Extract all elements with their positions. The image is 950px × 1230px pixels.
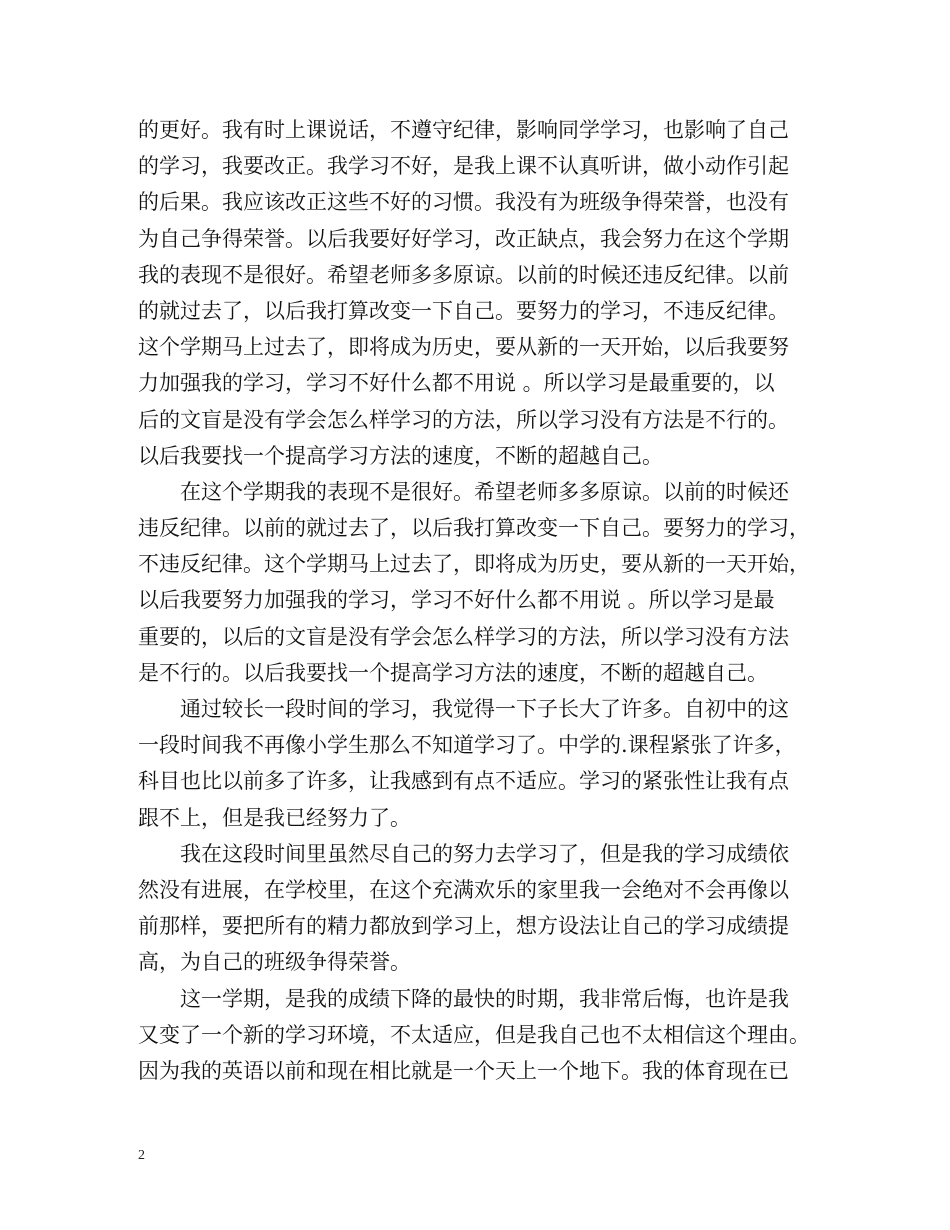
text-line: 以后我要努力加强我的学习，学习不好什么都不用说 。所以学习是最: [138, 588, 775, 613]
text-line: 不违反纪律。这个学期马上过去了，即将成为历史，要从新的一天开始，: [138, 552, 810, 577]
text-line: 前那样，要把所有的精力都放到学习上，想方设法让自己的学习成绩提: [138, 914, 789, 939]
text-line: 然没有进展，在学校里，在这个充满欢乐的家里我一会绝对不会再像以: [138, 877, 789, 902]
text-line: 的学习，我要改正。我学习不好，是我上课不认真听讲，做小动作引起: [138, 154, 789, 179]
text-line: 的后果。我应该改正这些不好的习惯。我没有为班级争得荣誉，也没有: [138, 190, 789, 215]
text-line: 这一学期，是我的成绩下降的最快的时期，我非常后悔，也许是我: [138, 986, 789, 1011]
text-line: 以后我要找一个提高学习方法的速度，不断的超越自己。: [138, 443, 663, 468]
text-line: 力加强我的学习，学习不好什么都不用说 。所以学习是最重要的，以: [138, 371, 775, 396]
text-line: 的更好。我有时上课说话，不遵守纪律，影响同学学习，也影响了自己: [138, 118, 789, 142]
text-line: 是不行的。以后我要找一个提高学习方法的速度，不断的超越自己。: [138, 660, 768, 685]
text-line: 违反纪律。以前的就过去了，以后我打算改变一下自己。要努力的学习，: [138, 516, 810, 541]
page-number: 2: [138, 1148, 145, 1163]
text-line: 高，为自己的班级争得荣誉。: [138, 950, 411, 975]
text-line: 这个学期马上过去了，即将成为历史，要从新的一天开始，以后我要努: [138, 335, 789, 360]
text-line: 科目也比以前多了许多，让我感到有点不适应。学习的紧张性让我有点: [138, 769, 789, 794]
text-line: 后的文盲是没有学会怎么样学习的方法，所以学习没有方法是不行的。: [138, 407, 789, 432]
text-line: 又变了一个新的学习环境，不太适应，但是我自己也不太相信这个理由。: [138, 1022, 810, 1047]
text-line: 的就过去了，以后我打算改变一下自己。要努力的学习，不违反纪律。: [138, 298, 789, 323]
text-line: 为自己争得荣誉。以后我要好好学习，改正缺点，我会努力在这个学期: [138, 226, 789, 251]
text-line: 在这个学期我的表现不是很好。希望老师多多原谅。以前的时候还: [138, 479, 789, 504]
text-line: 我的表现不是很好。希望老师多多原谅。以前的时候还违反纪律。以前: [138, 262, 789, 287]
text-line: 因为我的英语以前和现在相比就是一个天上一个地下。我的体育现在已: [138, 1058, 789, 1083]
text-line: 重要的，以后的文盲是没有学会怎么样学习的方法，所以学习没有方法: [138, 624, 789, 649]
text-line: 一段时间我不再像小学生那么不知道学习了。中学的.课程紧张了许多，: [138, 733, 796, 758]
body-text: [138, 112, 818, 1089]
text-line: 通过较长一段时间的学习，我觉得一下子长大了许多。自初中的这: [138, 697, 789, 721]
text-line: 跟不上，但是我已经努力了。: [138, 805, 411, 830]
text-line: 我在这段时间里虽然尽自己的努力去学习了，但是我的学习成绩依: [138, 841, 789, 866]
